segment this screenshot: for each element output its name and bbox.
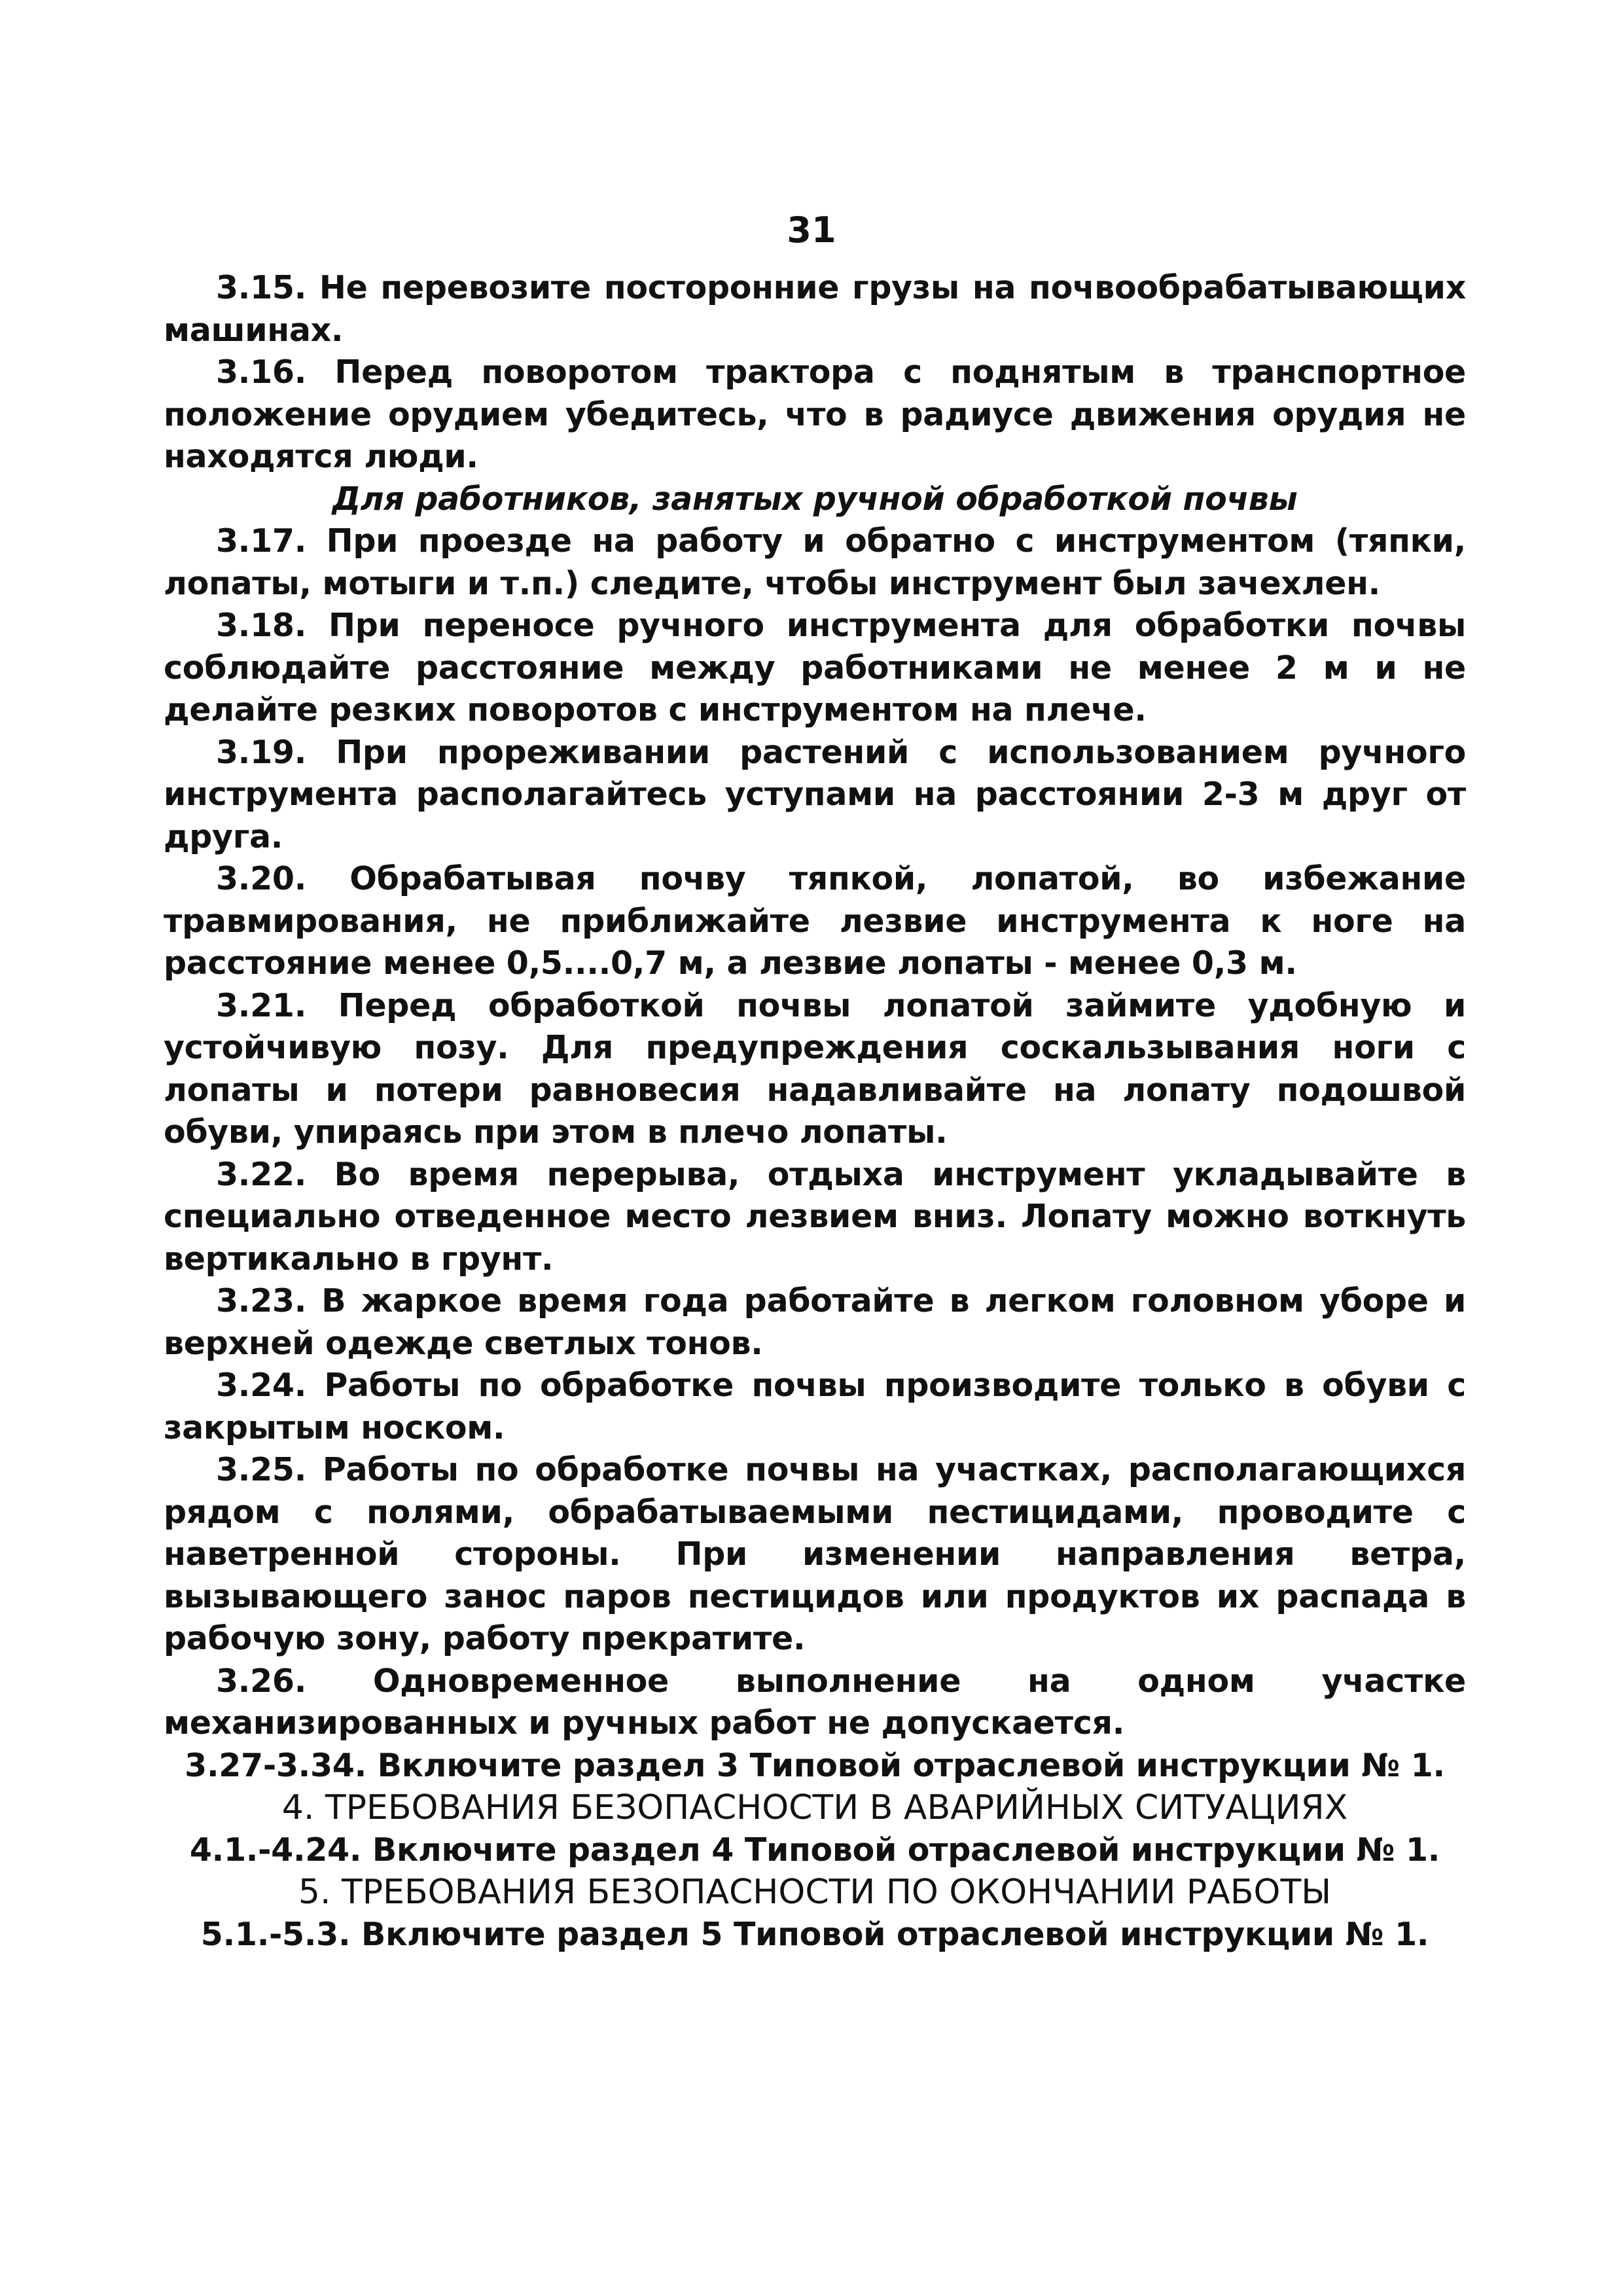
reference-5-1-5-3: 5.1.-5.3. Включите раздел 5 Типовой отраслевой инструкции № 1. (200, 1915, 1429, 1953)
section-4-heading: 4. ТРЕБОВАНИЯ БЕЗОПАСНОСТИ В АВАРИЙНЫХ СИТУАЦИЯХ (281, 1788, 1348, 1827)
clause-3-25: 3.25. Работы по обработке почвы на участках, располагающихся рядом с полями, обрабатываемыми пестицидами, проводите с наветренной стороны. При изменении направления ветра, вызывающего занос паров пестицидов или продуктов их распада в рабочую зону, работу прекратите. (164, 1451, 1466, 1657)
clause-3-23: 3.23. В жаркое время года работайте в легком головном уборе и верхней одежде светлых тонов. (164, 1282, 1466, 1362)
clause-3-24: 3.24. Работы по обработке почвы производите только в обуви с закрытым носком. (164, 1367, 1466, 1446)
page-number: 31 (787, 209, 836, 251)
manual-work-subheading: Для работников, занятых ручной обработкой почвы (332, 480, 1298, 518)
document-body (164, 267, 1466, 1956)
section-5-heading: 5. ТРЕБОВАНИЯ БЕЗОПАСНОСТИ ПО ОКОНЧАНИИ РАБОТЫ (298, 1873, 1332, 1912)
clause-3-26: 3.26. Одновременное выполнение на одном участке механизированных и ручных работ не допускается. (164, 1662, 1466, 1742)
clause-3-18: 3.18. При переносе ручного инструмента для обработки почвы соблюдайте расстояние между работниками не менее 2 м и не делайте резких поворотов с инструментом на плече. (164, 607, 1466, 728)
reference-3-27-3-34: 3.27-3.34. Включите раздел 3 Типовой отраслевой инструкции № 1. (185, 1746, 1445, 1784)
clause-3-20: 3.20. Обрабатывая почву тяпкой, лопатой, во избежание травмирования, не приближайте лезвие инструмента к ноге на расстояние менее 0,5....0,7 м, а лезвие лопаты - менее 0,3 м. (164, 860, 1466, 982)
clause-3-15: 3.15. Не перевозите посторонние грузы на почвообрабатывающих машинах. (164, 269, 1466, 349)
clause-3-22: 3.22. Во время перерыва, отдыха инструмент укладывайте в специально отведенное место лезвием вниз. Лопату можно воткнуть вертикально в грунт. (164, 1155, 1466, 1278)
clause-3-21: 3.21. Перед обработкой почвы лопатой займите удобную и устойчивую позу. Для предупреждения соскальзывания ноги с лопаты и потери равновесия надавливайте на лопату подошвой обуви, упираясь при этом в плечо лопаты. (164, 986, 1466, 1151)
clause-3-16: 3.16. Перед поворотом трактора с поднятым в транспортное положение орудием убедитесь, что в радиусе движения орудия не находятся люди. (164, 353, 1466, 475)
clause-3-17: 3.17. При проезде на работу и обратно с инструментом (тяпки, лопаты, мотыги и т.п.) следите, чтобы инструмент был зачехлен. (164, 522, 1466, 602)
reference-4-1-4-24: 4.1.-4.24. Включите раздел 4 Типовой отраслевой инструкции № 1. (189, 1831, 1440, 1869)
clause-3-19: 3.19. При прореживании растений с использованием ручного инструмента располагайтесь уступами на расстоянии 2-3 м друг от друга. (164, 733, 1466, 855)
